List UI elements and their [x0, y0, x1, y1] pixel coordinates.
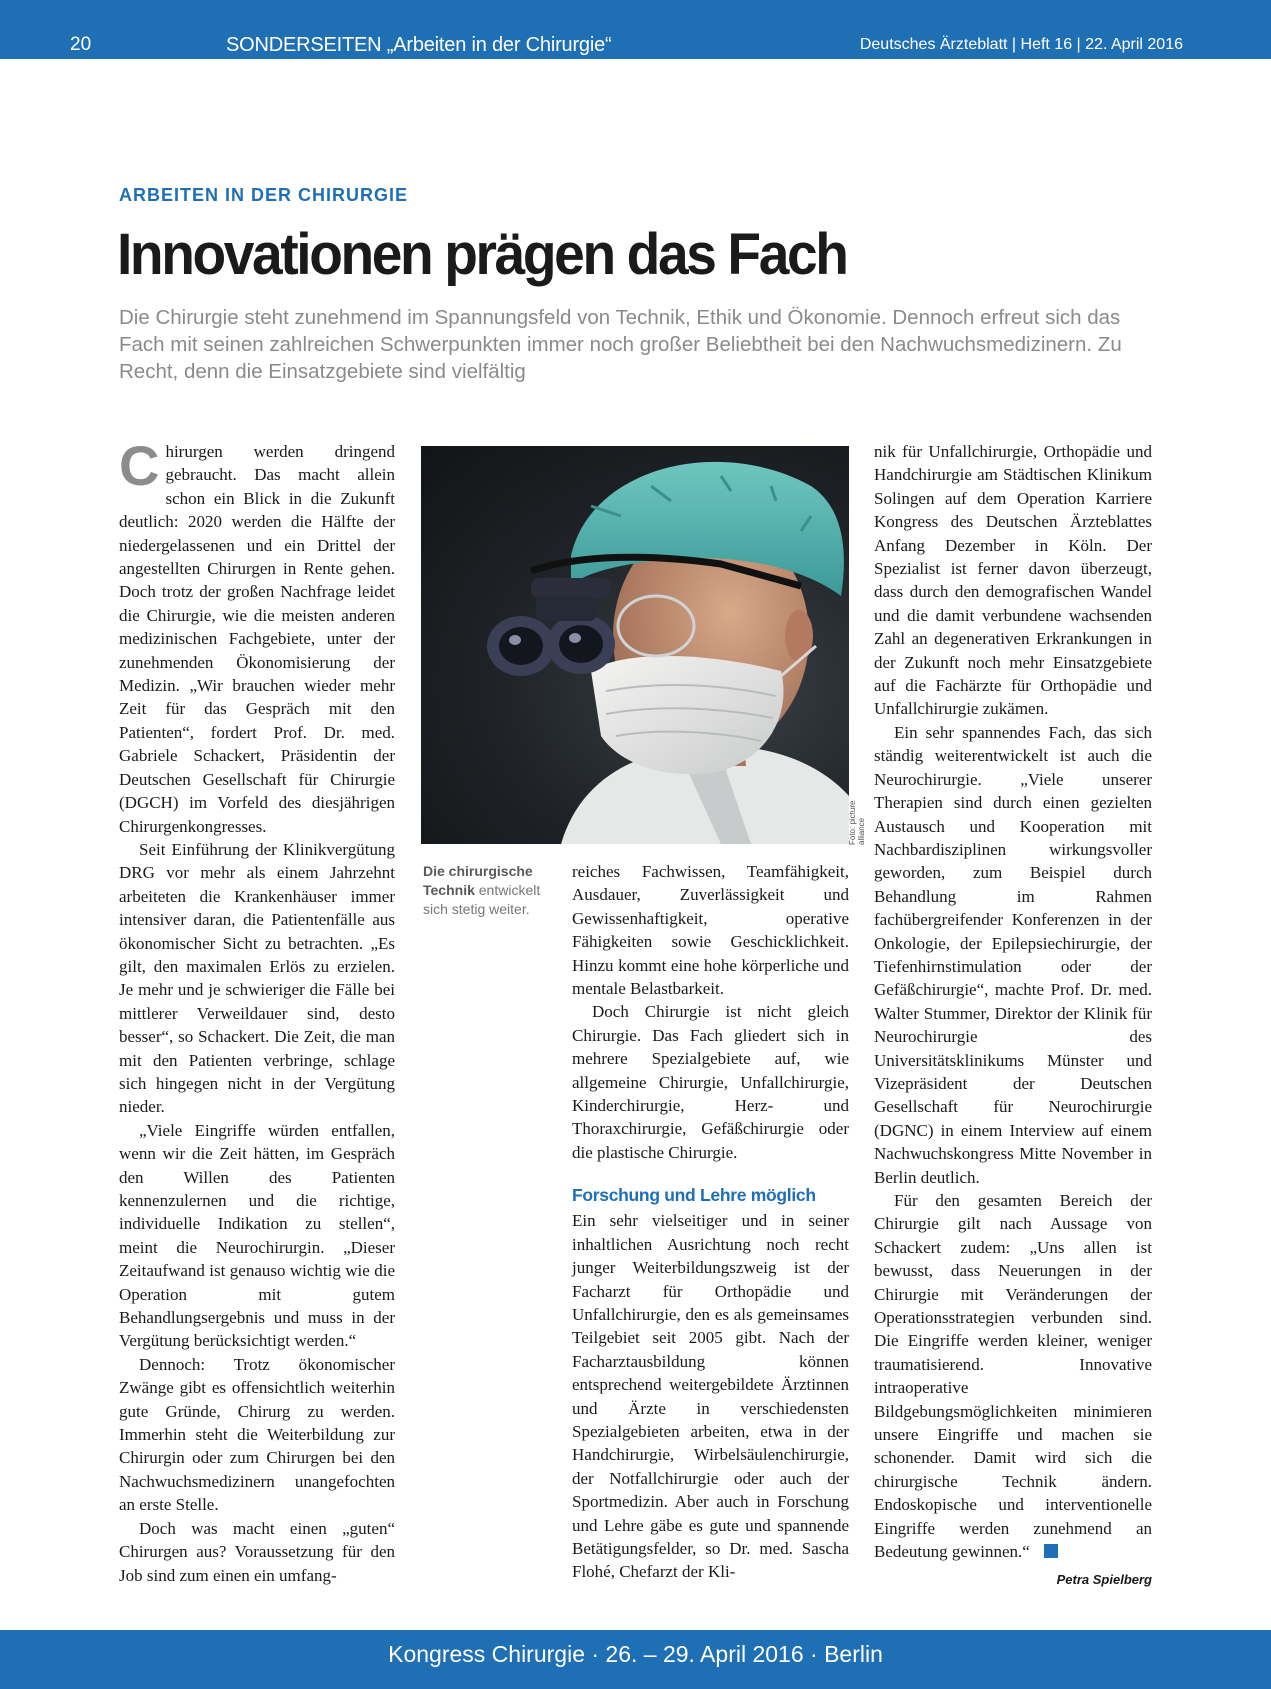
paragraph: Dennoch: Trotz ökonomischer Zwänge gibt es offensichtlich weiterhin gute Gründe, Chirurg zu werden. Immerhin steht die Weiterbildung zur Chirurgin oder zum Chirurgen bei den Nachwuchsmedizinern unangefochten an erste Stelle. — [119, 1354, 395, 1515]
end-mark-icon — [1044, 1544, 1058, 1558]
article-lead: Die Chirurgie steht zunehmend im Spannungsfeld von Technik, Ethik und Ökonomie. Dennoch erfreut sich das Fach mit seinen zahlreichen Schwerpunkten immer noch großer Beliebtheit bei den Nachwuchsmedizinern. Zu Recht, denn die Einsatzgebiete sind vielfältig — [119, 306, 1122, 383]
paragraph: Ein sehr spannendes Fach, das sich ständig weiterentwickelt ist auch die Neurochirurgie. „Viele unserer Therapien sind durch einen gezielten Austausch und Kooperation mit Nachbardisziplinen wirkungsvoller geworden, zum Beispiel durch Behandlung im Rahmen fachübergreifender Konferenzen in der Onkologie, der Epilepsiechirurgie, der Tiefenhirnstimulation oder der Gefäßchirurgie“, machte Prof. Dr. med. Walter Stummer, Direktor der Klinik für Neurochirurgie des Universitätsklinikums Münster und Vizepräsident der Deutschen Gesellschaft für Neurochirurgie (DGNC) in einem Interview auf einem Nachwuchskongress Mitte November in Berlin deutlich. — [874, 722, 1152, 1187]
photo-caption — [423, 862, 558, 919]
paragraph: reiches Fachwissen, Teamfähigkeit, Ausdauer, Zuverlässigkeit und Gewissenhaftigkeit, operative Fähigkeiten sowie Geschicklichkeit. Hinzu kommt eine hohe körperliche und mentale Belastbarkeit. — [572, 862, 849, 999]
surgeon-illustration — [421, 446, 849, 844]
paragraph: nik für Unfallchirurgie, Orthopädie und Handchirurgie am Städtischen Klinikum Solingen auf dem Operation Karriere Kongress des Deutschen Ärzteblattes Anfang Dezember in Köln. Der Spezialist ist ferner davon überzeugt, dass durch den demografischen Wandel und die damit verbundene wachsenden Zahl an degenerativen Erkrankungen in der Zukunft noch mehr Einsatzgebiete auf die Fachärzte für Orthopädie und Unfallchirurgie zukämen. — [874, 442, 1152, 719]
paragraph — [119, 434, 395, 838]
author-name: Petra Spielberg — [1056, 1571, 1152, 1587]
section-title: SONDERSEITEN „Arbeiten in der Chirurgie“ — [226, 34, 612, 56]
article-kicker: ARBEITEN IN DER CHIRURGIE — [119, 185, 409, 205]
page-number: 20 — [70, 34, 92, 55]
drop-cap: C — [119, 434, 160, 497]
surgeon-photo — [421, 446, 849, 844]
paragraph: „Viele Eingriffe würden entfallen, wenn wir die Zeit hätten, im Gespräch den Willen des Patienten kennenzulernen und die richtige, individuelle Indikation zu stellen“, meint die Neurochirurgin. „Dieser Zeitaufwand ist genauso wichtig wie die Operation mit gutem Behandlungsergebnis und muss in der Vergütung berücksichtigt werden.“ — [119, 1120, 395, 1351]
paragraph-text: Für den gesamten Bereich der Chirurgie gilt nach Aussage von Schackert zudem: „Uns allen ist bewusst, dass Neuerungen in der Chirurgie mit Veränderungen der Operationsstrategien verbunden sind. Die Eingriffe werden kleiner, weniger traumatisierend. Innovative intraoperative Bildgebungsmöglichkeiten minimieren unsere Eingriffe und machen sie schonender. Damit wird sich die chirurgische Technik ändern. Endoskopische und interventionelle Eingriffe werden zunehmend an Bedeutung gewinnen.“ — [874, 1191, 1152, 1562]
caption-text: entwickelt sich stetig weiter. — [423, 882, 541, 917]
text-column-2 — [572, 860, 849, 1584]
text-column-3 — [874, 440, 1152, 1591]
paragraph: Seit Einführung der Klinikvergütung DRG vor mehr als einem Jahrzehnt arbeiteten die Krankenhäuser immer intensiver daran, die Patientenfälle aus ökonomischer Sicht zu betrachten. „Es gilt, den maximalen Erlös zu erzielen. Je mehr und je schwieriger die Fälle bei mittlerer Verweildauer sind, desto besser“, so Schackert. Die Zeit, die man mit den Patienten verbringe, schlage sich hingegen nicht in der Vergütung nieder. — [119, 839, 395, 1117]
photo-credit: Foto: picture alliance — [848, 800, 866, 845]
paragraph — [874, 1189, 1152, 1564]
paragraph-text: hirurgen werden dringend gebraucht. Das macht allein schon ein Blick in die Zukunft deutlich: 2020 werden die Hälfte der niedergelassenen und ein Drittel der angestellten Chirurgen in Rente gehen. Doch trotz der großen Nachfrage leidet die Chirurgie, wie die meisten anderen medizinischen Fachgebiete, unter der zunehmenden Ökonomisierung der Medizin. „Wir brauchen wieder mehr Zeit für das Gespräch mit den Patienten“, fordert Prof. Dr. med. Gabriele Schackert, Präsidentin der Deutschen Gesellschaft für Chirurgie (DGCH) im Vorfeld des diesjährigen Chirurgenkongresses. — [119, 442, 395, 836]
journal-issue: Deutsches Ärzteblatt | Heft 16 | 22. April 2016 — [859, 36, 1183, 53]
paragraph: Doch was macht einen „guten“ Chirurgen aus? Voraussetzung für den Job sind zum einen ein umfang- — [119, 1518, 395, 1585]
footer-bar — [0, 1630, 1271, 1689]
paragraph: Doch Chirurgie ist nicht gleich Chirurgie. Das Fach gliedert sich in mehrere Spezialgebiete auf, wie allgemeine Chirurgie, Unfallchirurgie, Kinderchirurgie, Herz- und Thoraxchirurgie, Gefäßchirurgie oder die plastische Chirurgie. — [572, 1002, 849, 1162]
paragraph: Ein sehr vielseitiger und in seiner inhaltlichen Ausrichtung noch recht junger Weiterbildungszweig ist der Facharzt für Orthopädie und Unfallchirurgie, den es als gemeinsames Teilgebiet seit 2005 gibt. Nach der Facharztausbildung können entsprechend weitergebildete Ärztinnen und Ärzte in verschiedensten Spezialgebieten arbeiten, etwa in der Handchirurgie, Wirbelsäulenchirurgie, der Notfallchirurgie oder auch der Sportmedizin. Aber auch in Forschung und Lehre gäbe es gute und spannende Betätigungsfelder, so Dr. med. Sascha Flohé, Chefarzt der Kli- — [572, 1211, 849, 1582]
text-column-1 — [119, 434, 395, 1587]
caption-bold: Die chirurgische Technik — [423, 863, 533, 898]
footer-text: Kongress Chirurgie · 26. – 29. April 2016 · Berlin — [388, 1641, 883, 1667]
article-title: Innovationen prägen das Fach — [117, 222, 847, 287]
header-bar — [0, 0, 1271, 59]
subheading: Forschung und Lehre möglich — [572, 1185, 816, 1206]
